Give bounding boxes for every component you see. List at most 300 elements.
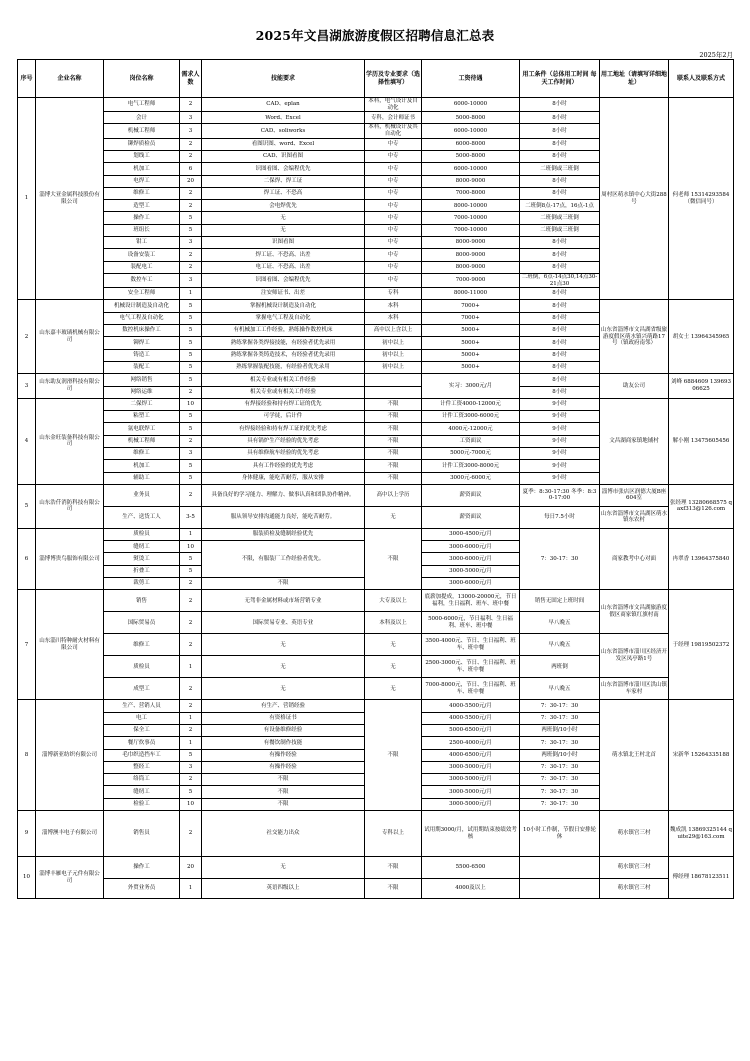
job-skill: 熟练掌握装配技能，有经验者优先录用 bbox=[202, 361, 365, 373]
job-title: 铆焊工 bbox=[104, 337, 180, 349]
job-pay: 5500-6500 bbox=[422, 857, 520, 879]
job-pay: 8000-9000 bbox=[422, 261, 520, 273]
job-edu: 不限 bbox=[365, 460, 422, 472]
job-pay: 试用期3000/月，试用期结束按绩效考核 bbox=[422, 811, 520, 857]
job-pay: 3500-4000元、节日、生日福利、班车、班中餐 bbox=[422, 634, 520, 656]
job-title: 质检员 bbox=[104, 528, 180, 540]
job-count: 5 bbox=[180, 349, 202, 361]
job-cond: 8小时 bbox=[520, 261, 600, 273]
job-edu: 中专 bbox=[365, 249, 422, 261]
job-title: 划线工 bbox=[104, 150, 180, 162]
table-row bbox=[18, 678, 734, 700]
job-edu: 专科以上 bbox=[365, 811, 422, 857]
date-label: 2025年2月 bbox=[699, 51, 733, 59]
job-count: 10 bbox=[180, 798, 202, 810]
job-title: 电气工程师 bbox=[104, 98, 180, 112]
company-contact: 傅经理 18678123511 bbox=[669, 857, 734, 899]
job-count: 5 bbox=[180, 374, 202, 386]
job-cond: 8小时 bbox=[520, 98, 600, 112]
job-skill: 不限 bbox=[202, 578, 365, 590]
job-title: 网络销售 bbox=[104, 374, 180, 386]
job-skill: 服从领导安排沟通能力良好，能吃苦耐劳。 bbox=[202, 506, 365, 528]
job-skill: 可学徒，后计件 bbox=[202, 411, 365, 423]
company-contact: 魏成凯 13869325144 quite29@163.com bbox=[669, 811, 734, 857]
job-title: 保全工 bbox=[104, 724, 180, 736]
table-row bbox=[18, 484, 734, 506]
job-cond: 8小时 bbox=[520, 175, 600, 187]
job-title: 铸造工 bbox=[104, 349, 180, 361]
company-name: 淄博大亚金属科技股份有限公司 bbox=[36, 98, 104, 300]
company-contact: 宋新华 15264335188 bbox=[669, 700, 734, 811]
job-skill: CAD、soliworks bbox=[202, 124, 365, 138]
company-no: 5 bbox=[18, 484, 36, 528]
job-cond: 7：30-17：30 bbox=[520, 774, 600, 786]
job-cond: 两班倒/10小时 bbox=[520, 749, 600, 761]
job-cond: 早八晚五 bbox=[520, 612, 600, 634]
job-edu: 大专及以上 bbox=[365, 590, 422, 612]
job-pay: 3000-5000元/月 bbox=[422, 774, 520, 786]
job-pay: 8000-10000 bbox=[422, 200, 520, 212]
job-cond: 7：30-17：30 bbox=[520, 761, 600, 773]
job-title: 安全工程师 bbox=[104, 288, 180, 300]
job-title: 缝纫工 bbox=[104, 786, 180, 798]
job-skill: Word、Excel bbox=[202, 112, 365, 124]
job-skill: 焊工证、不恐高、出差 bbox=[202, 249, 365, 261]
job-skill: 有餐饮制作技能 bbox=[202, 737, 365, 749]
job-pay: 6000-10000 bbox=[422, 163, 520, 175]
job-cond: 夏季：8:30-17:30 冬季：8:30-17:00 bbox=[520, 484, 600, 506]
company-no: 8 bbox=[18, 700, 36, 811]
job-count: 2 bbox=[180, 138, 202, 150]
header-row bbox=[18, 60, 734, 98]
job-skill: 不限 bbox=[202, 798, 365, 810]
job-pay: 3000-4500元/月 bbox=[422, 528, 520, 540]
job-pay: 3000元-6000元 bbox=[422, 472, 520, 484]
job-count: 2 bbox=[180, 200, 202, 212]
job-count: 10 bbox=[180, 398, 202, 410]
job-count: 5 bbox=[180, 423, 202, 435]
job-title: 生产、营销人员 bbox=[104, 700, 180, 712]
job-pay: 4000元-12000元 bbox=[422, 423, 520, 435]
company-contact: 解小刚 13475605456 bbox=[669, 398, 734, 484]
job-cond: 销售无固定上班时间 bbox=[520, 590, 600, 612]
job-pay: 7000-9000 bbox=[422, 273, 520, 287]
recruitment-table bbox=[17, 59, 734, 899]
job-pay: 3000-5000元/月 bbox=[422, 798, 520, 810]
job-pay: 薪资面议 bbox=[422, 484, 520, 506]
job-pay: 5000-6500元/月 bbox=[422, 724, 520, 736]
job-edu: 不限 bbox=[365, 879, 422, 899]
header-cell: 需求人数 bbox=[180, 60, 202, 98]
job-cond: 9小时 bbox=[520, 460, 600, 472]
job-pay: 工资面议 bbox=[422, 435, 520, 447]
job-count: 3 bbox=[180, 124, 202, 138]
job-pay: 6000-8000 bbox=[422, 138, 520, 150]
job-cond: 8小时 bbox=[520, 325, 600, 337]
job-edu: 中专 bbox=[365, 237, 422, 249]
job-title: 电焊工 bbox=[104, 175, 180, 187]
header-cell: 序号 bbox=[18, 60, 36, 98]
job-pay: 7000-10000 bbox=[422, 224, 520, 236]
table-row bbox=[18, 879, 734, 899]
job-title: 电工 bbox=[104, 712, 180, 724]
job-cond: 8小时 bbox=[520, 138, 600, 150]
job-cond: 8小时 bbox=[520, 337, 600, 349]
job-cond: 早八晚五 bbox=[520, 678, 600, 700]
job-cond: 9小时 bbox=[520, 472, 600, 484]
job-count: 2 bbox=[180, 261, 202, 273]
job-pay: 5000+ bbox=[422, 361, 520, 373]
job-skill: 英语四级以上 bbox=[202, 879, 365, 899]
company-name: 山东浩仟消防科技有限公司 bbox=[36, 484, 104, 528]
table-row bbox=[18, 700, 734, 712]
table-row bbox=[18, 811, 734, 857]
job-cond: 8小时 bbox=[520, 112, 600, 124]
job-skill: 不限 bbox=[202, 774, 365, 786]
job-pay: 7000-8000 bbox=[422, 187, 520, 199]
job-count: 6 bbox=[180, 163, 202, 175]
company-name: 淄博澳丰电子有限公司 bbox=[36, 811, 104, 857]
job-cond: 二班倒，6点-14点30,14点30-21点30 bbox=[520, 273, 600, 287]
job-pay: 6000-10000 bbox=[422, 98, 520, 112]
job-skill: 无 bbox=[202, 634, 365, 656]
job-pay: 8000-9000 bbox=[422, 237, 520, 249]
job-count: 1 bbox=[180, 288, 202, 300]
company-no: 3 bbox=[18, 374, 36, 399]
job-pay: 7000+ bbox=[422, 300, 520, 312]
job-cond: 每日7.5小时 bbox=[520, 506, 600, 528]
job-title: 外贸业务员 bbox=[104, 879, 180, 899]
job-cond: 8小时 bbox=[520, 124, 600, 138]
job-cond: 7：30-17：30 bbox=[520, 700, 600, 712]
job-pay: 8000-11000 bbox=[422, 288, 520, 300]
job-count: 2 bbox=[180, 578, 202, 590]
job-edu: 不限 bbox=[365, 447, 422, 459]
company-address: 山东省淄博市淄川区洪山镇车家村 bbox=[600, 678, 669, 700]
job-edu: 专科 bbox=[365, 288, 422, 300]
job-skill: 无 bbox=[202, 224, 365, 236]
company-contact: 何老师 15314293584（微信同号） bbox=[669, 98, 734, 300]
company-no: 2 bbox=[18, 300, 36, 374]
company-address: 商家教考中心对面 bbox=[600, 528, 669, 589]
job-count: 10 bbox=[180, 541, 202, 553]
job-edu: 无 bbox=[365, 634, 422, 656]
company-address: 山东省淄博市淄川区经济开发区凤亭路1号 bbox=[600, 634, 669, 678]
job-skill: 有生产、营销经验 bbox=[202, 700, 365, 712]
job-edu: 中专 bbox=[365, 163, 422, 175]
job-edu: 中专 bbox=[365, 175, 422, 187]
header-cell: 联系人及联系方式 bbox=[669, 60, 734, 98]
job-title: 缝纫工 bbox=[104, 541, 180, 553]
job-title: 机械工程师 bbox=[104, 124, 180, 138]
job-title: 销售 bbox=[104, 590, 180, 612]
job-pay: 4000及以上 bbox=[422, 879, 520, 899]
job-count: 5 bbox=[180, 212, 202, 224]
company-address: 助友公司 bbox=[600, 374, 669, 399]
job-skill: 无驾非金属材料或市场营销专业 bbox=[202, 590, 365, 612]
job-count: 5 bbox=[180, 786, 202, 798]
job-title: 数控车工 bbox=[104, 273, 180, 287]
job-cond: 9小时 bbox=[520, 435, 600, 447]
table-row bbox=[18, 98, 734, 112]
job-cond: 10小时工作制，节假日安排轮休 bbox=[520, 811, 600, 857]
job-pay: 4000-6500元/月 bbox=[422, 749, 520, 761]
job-pay: 6000-10000 bbox=[422, 124, 520, 138]
job-title: 装配电工 bbox=[104, 261, 180, 273]
job-skill: 焊工证、不恐高 bbox=[202, 187, 365, 199]
job-count: 2 bbox=[180, 386, 202, 398]
job-title: 国际贸易员 bbox=[104, 612, 180, 634]
job-title: 钳工 bbox=[104, 237, 180, 249]
job-skill: 有机械加工工作经验，熟练操作数控机床 bbox=[202, 325, 365, 337]
job-cond: 早八晚五 bbox=[520, 634, 600, 656]
job-skill: 有资格证书 bbox=[202, 712, 365, 724]
job-count: 2 bbox=[180, 634, 202, 656]
company-address: 周村区萌水镇中心大街288号 bbox=[600, 98, 669, 300]
job-skill: 识图看图 bbox=[202, 237, 365, 249]
job-title: 班组长 bbox=[104, 224, 180, 236]
job-cond: 两班倒 bbox=[520, 656, 600, 678]
job-cond: 8小时 bbox=[520, 187, 600, 199]
job-pay: 5000-8000 bbox=[422, 150, 520, 162]
job-title: 会计 bbox=[104, 112, 180, 124]
job-edu: 不限 bbox=[365, 423, 422, 435]
job-count: 3 bbox=[180, 112, 202, 124]
job-title: 二保焊工 bbox=[104, 398, 180, 410]
job-count: 5 bbox=[180, 472, 202, 484]
job-count: 5 bbox=[180, 361, 202, 373]
job-title: 成型工 bbox=[104, 678, 180, 700]
company-name: 山东助友润滑科技有限公司 bbox=[36, 374, 104, 399]
job-title: 维修工 bbox=[104, 447, 180, 459]
job-cond: 7：30-17：30 bbox=[520, 786, 600, 798]
header-cell: 工资待遇 bbox=[422, 60, 520, 98]
job-skill: 有操作经验 bbox=[202, 761, 365, 773]
header-cell: 企业名称 bbox=[36, 60, 104, 98]
job-edu: 本科及以上 bbox=[365, 612, 422, 634]
job-title: 辅助工 bbox=[104, 472, 180, 484]
job-skill: 熟练掌握各类铸造技术，有经验者优先录用 bbox=[202, 349, 365, 361]
job-count: 2 bbox=[180, 249, 202, 261]
job-skill: 国际贸易专业、英语专业 bbox=[202, 612, 365, 634]
job-edu: 中专 bbox=[365, 138, 422, 150]
job-skill: 有焊接经验和持有焊工证的优先 bbox=[202, 398, 365, 410]
company-no: 1 bbox=[18, 98, 36, 300]
job-count: 3 bbox=[180, 273, 202, 287]
job-title: 操作工 bbox=[104, 212, 180, 224]
job-pay: 5000-8000 bbox=[422, 112, 520, 124]
company-address: 山东省淄博市文昌湖区萌水镇东农村 bbox=[600, 506, 669, 528]
job-title: 氩电联焊工 bbox=[104, 423, 180, 435]
job-count: 2 bbox=[180, 187, 202, 199]
job-cond: 7：30-17：30 bbox=[520, 737, 600, 749]
job-cond: 8小时 bbox=[520, 386, 600, 398]
job-count: 2 bbox=[180, 150, 202, 162]
company-name: 山东金旺装备科技有限公司 bbox=[36, 398, 104, 484]
job-title: 机械设计制造及自动化 bbox=[104, 300, 180, 312]
company-address: 文昌湖商家镇地铺村 bbox=[600, 398, 669, 484]
table-row bbox=[18, 528, 734, 540]
job-skill: 相关专业或有相关工作经验 bbox=[202, 386, 365, 398]
job-pay: 3000-6000元/月 bbox=[422, 541, 520, 553]
company-name: 淄博博贵鸟服饰有限公司 bbox=[36, 528, 104, 589]
job-edu: 本科，机械设计及其自动化 bbox=[365, 124, 422, 138]
job-pay: 3000-5000元/月 bbox=[422, 761, 520, 773]
job-skill: 无 bbox=[202, 212, 365, 224]
job-pay: 2500-3000元、节日、生日福利、班车、班中餐 bbox=[422, 656, 520, 678]
job-cond: 9小时 bbox=[520, 398, 600, 410]
job-pay: 2500-4000元/月 bbox=[422, 737, 520, 749]
table-row bbox=[18, 506, 734, 528]
job-cond: 两班倒/10小时 bbox=[520, 724, 600, 736]
company-no: 7 bbox=[18, 590, 36, 700]
job-pay: 3000-5000元/月 bbox=[422, 565, 520, 577]
job-count: 2 bbox=[180, 435, 202, 447]
job-edu: 不限 bbox=[365, 528, 422, 589]
job-pay: 8000-9000 bbox=[422, 175, 520, 187]
job-skill: 无 bbox=[202, 656, 365, 678]
job-cond: 7：30-17：30 bbox=[520, 798, 600, 810]
job-pay: 8000-9000 bbox=[422, 249, 520, 261]
job-title: 销售员 bbox=[104, 811, 180, 857]
job-skill: 无 bbox=[202, 678, 365, 700]
job-title: 机加工 bbox=[104, 163, 180, 175]
job-skill: 有操作经验 bbox=[202, 749, 365, 761]
company-address: 山东省淄博市文昌湖省级旅游度假区萌水镇兴萌路17号（镇政府南邻） bbox=[600, 300, 669, 374]
company-contact: 刘峰 6884609 13969306625 bbox=[669, 374, 734, 399]
company-address: 萌水镇官三村 bbox=[600, 879, 669, 899]
job-skill: 社交能力出众 bbox=[202, 811, 365, 857]
job-count: 2 bbox=[180, 98, 202, 112]
job-cond: 8小时 bbox=[520, 150, 600, 162]
job-pay: 计件工资4000-12000元 bbox=[422, 398, 520, 410]
job-title: 餐厅炊事员 bbox=[104, 737, 180, 749]
job-pay: 5000+ bbox=[422, 337, 520, 349]
job-cond: 8小时 bbox=[520, 288, 600, 300]
job-count: 2 bbox=[180, 724, 202, 736]
job-skill: 不限 bbox=[202, 786, 365, 798]
job-cond: 二班倒或三班倒 bbox=[520, 212, 600, 224]
company-no: 10 bbox=[18, 857, 36, 899]
table-row bbox=[18, 374, 734, 386]
header-cell: 技能要求 bbox=[202, 60, 365, 98]
job-count: 20 bbox=[180, 857, 202, 879]
job-skill: 具备良好的学习能力、理解力、做事认真和团队协作精神。 bbox=[202, 484, 365, 506]
job-title: 络筒工 bbox=[104, 774, 180, 786]
job-skill: 相关专业或有相关工作经验 bbox=[202, 374, 365, 386]
job-title: 机加工 bbox=[104, 460, 180, 472]
job-count: 2 bbox=[180, 678, 202, 700]
job-title: 装配工 bbox=[104, 361, 180, 373]
job-edu: 本科 bbox=[365, 312, 422, 324]
job-skill: 会电焊优先 bbox=[202, 200, 365, 212]
job-edu: 本科，电气设计及自动化 bbox=[365, 98, 422, 112]
job-skill: 无 bbox=[202, 857, 365, 879]
job-pay: 7000+ bbox=[422, 312, 520, 324]
company-name: 山东淄川特种耐火材料有限公司 bbox=[36, 590, 104, 700]
job-count: 5 bbox=[180, 749, 202, 761]
job-edu: 不限 bbox=[365, 411, 422, 423]
table-row bbox=[18, 634, 734, 656]
job-count: 1 bbox=[180, 737, 202, 749]
job-title: 机械工程师 bbox=[104, 435, 180, 447]
job-cond: 8小时 bbox=[520, 374, 600, 386]
company-address: 淄博市张店区润德大厦B座604室 bbox=[600, 484, 669, 506]
job-skill: 识图看图、会编程优先 bbox=[202, 273, 365, 287]
job-count: 5 bbox=[180, 337, 202, 349]
company-no: 6 bbox=[18, 528, 36, 589]
job-pay: 5000+ bbox=[422, 349, 520, 361]
job-edu: 本科 bbox=[365, 300, 422, 312]
job-title: 整经工 bbox=[104, 761, 180, 773]
job-edu: 中专 bbox=[365, 261, 422, 273]
job-skill: 具有维修航车经验的优先考虑 bbox=[202, 447, 365, 459]
page-title: 2025年文昌湖旅游度假区招聘信息汇总表 bbox=[255, 28, 495, 43]
job-cond: 8小时 bbox=[520, 349, 600, 361]
job-edu: 初中以上 bbox=[365, 349, 422, 361]
job-skill: 身体健康，能吃苦耐劳，服从安排 bbox=[202, 472, 365, 484]
job-title: 维修工 bbox=[104, 187, 180, 199]
job-edu: 中专 bbox=[365, 224, 422, 236]
job-count: 3 bbox=[180, 447, 202, 459]
job-title: 检验工 bbox=[104, 798, 180, 810]
job-count: 2 bbox=[180, 700, 202, 712]
job-edu: 中专 bbox=[365, 212, 422, 224]
job-skill: 具有工作经验的优先考虑 bbox=[202, 460, 365, 472]
job-pay: 7000-10000 bbox=[422, 212, 520, 224]
job-title: 维修工 bbox=[104, 634, 180, 656]
job-count: 5 bbox=[180, 565, 202, 577]
job-cond: 7：30-17：30 bbox=[520, 528, 600, 589]
job-title: 铆焊质检员 bbox=[104, 138, 180, 150]
job-title: 造型工 bbox=[104, 200, 180, 212]
job-skill: 二保焊、焊工证 bbox=[202, 175, 365, 187]
job-skill: CAD、识图看图 bbox=[202, 150, 365, 162]
job-count: 1 bbox=[180, 528, 202, 540]
job-cond: 8小时 bbox=[520, 300, 600, 312]
job-count: 2 bbox=[180, 484, 202, 506]
job-edu: 无 bbox=[365, 506, 422, 528]
job-skill: 电工证、不恐高、出差 bbox=[202, 261, 365, 273]
job-cond bbox=[520, 879, 600, 899]
job-cond: 9小时 bbox=[520, 411, 600, 423]
company-name: 淄博丰雁电子元件有限公司 bbox=[36, 857, 104, 899]
job-count: 5 bbox=[180, 325, 202, 337]
table-row bbox=[18, 300, 734, 312]
job-edu: 初中以上 bbox=[365, 337, 422, 349]
job-skill: 有设备维修经验 bbox=[202, 724, 365, 736]
job-title: 粘塑工 bbox=[104, 411, 180, 423]
job-cond: 9小时 bbox=[520, 423, 600, 435]
job-pay: 实习：3000元/月 bbox=[422, 374, 520, 399]
company-address: 萌水镇官三村 bbox=[600, 811, 669, 857]
table-row bbox=[18, 857, 734, 879]
job-title: 折叠工 bbox=[104, 565, 180, 577]
job-edu: 中专 bbox=[365, 200, 422, 212]
job-pay: 薪资面议 bbox=[422, 506, 520, 528]
job-pay: 计件工资3000-8000元 bbox=[422, 460, 520, 472]
job-edu: 不限 bbox=[365, 472, 422, 484]
job-title: 数控机床操作工 bbox=[104, 325, 180, 337]
job-count: 5 bbox=[180, 312, 202, 324]
job-cond: 8小时 bbox=[520, 237, 600, 249]
job-edu: 高中以上学历 bbox=[365, 484, 422, 506]
job-count: 3 bbox=[180, 237, 202, 249]
job-count: 2 bbox=[180, 811, 202, 857]
job-skill: 不限，有服装厂工作经验者优先。 bbox=[202, 541, 365, 578]
job-cond: 二班倒8点-17点，16点-1点 bbox=[520, 200, 600, 212]
job-cond: 7：30-17：30 bbox=[520, 712, 600, 724]
